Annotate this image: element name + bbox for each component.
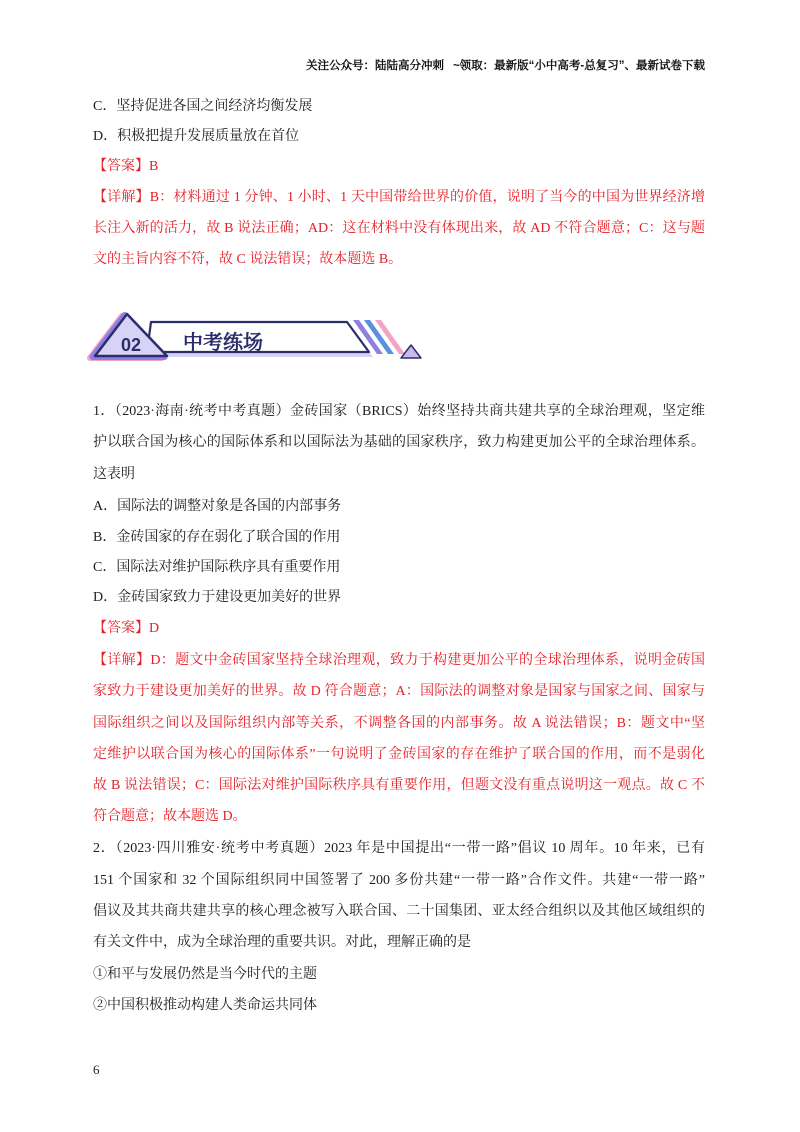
answer-label: 【答案】B: [93, 159, 159, 174]
question-stem-line: 倡议及其共商共建共享的核心理念被写入联合国、二十国集团、亚太经合组织以及其他区域组织的: [93, 904, 705, 919]
explanation-line: 【详解】D：题文中金砖国家坚持全球治理观，致力于构建更加公平的全球治理体系，说明金砖国: [93, 653, 705, 668]
page-header: [306, 57, 705, 75]
explanation-line: 文的主旨内容不符，故 C 说法错误；故本题选 B。: [93, 252, 403, 267]
page-number: 6: [93, 1062, 100, 1077]
header-account: 关注公众号：陆陆高分冲刺: [305, 60, 444, 72]
option-c: C．国际法对维护国际秩序具有重要作用: [93, 560, 341, 575]
section-number: 02: [120, 335, 142, 355]
banner-triangle: [401, 345, 421, 358]
option-b: B．金砖国家的存在弱化了联合国的作用: [93, 530, 341, 545]
explanation-line: 【详解】B：材料通过 1 分钟、1 小时、1 天中国带给世界的价值，说明了当今的中国为世界经济增: [93, 190, 705, 205]
explanation-line: 定维护以联合国为核心的国际体系”一句说明了金砖国家的存在维护了联合国的作用，而不是弱化: [93, 747, 705, 762]
statement-2: ②中国积极推动构建人类命运共同体: [93, 998, 317, 1013]
option-d: D．金砖国家致力于建设更加美好的世界: [93, 590, 342, 605]
section-banner: [85, 305, 430, 365]
question-stem-line: 1．（2023·海南·统考中考真题）金砖国家（BRICS）始终坚持共商共建共享的全球治理观，坚定维: [93, 404, 705, 419]
question-stem-line: 有关文件中，成为全球治理的重要共识。对此，理解正确的是: [93, 935, 471, 950]
explanation-line: 长注入新的活力，故 B 说法正确；AD：这在材料中没有体现出来，故 AD 不符合题意；C：这与题: [93, 221, 705, 236]
explanation-line: 国际组织之间以及国际组织内部等关系，不调整各国的内部事务。故 A 说法错误；B：题文中“坚: [93, 716, 705, 731]
question-stem-line: 这表明: [93, 467, 135, 482]
explanation-line: 故 B 说法错误；C：国际法对维护国际秩序具有重要作用，但题文没有重点说明这一观点。故 C 不: [93, 778, 705, 793]
statement-1: ①和平与发展仍然是当今时代的主题: [93, 967, 317, 982]
question-stem-line: 151 个国家和 32 个国际组织同中国签署了 200 多份共建“一带一路”合作文件。共建“一带一路”: [93, 873, 705, 888]
question-stem-line: 护以联合国为核心的国际体系和以国际法为基础的国家秩序，致力构建更加公平的全球治理体系。: [93, 435, 705, 450]
explanation-line: 符合题意；故本题选 D。: [93, 809, 247, 824]
explanation-line: 家致力于建设更加美好的世界。故 D 符合题意；A：国际法的调整对象是国家与国家之间、国家与: [93, 684, 705, 699]
option-d: D．积极把提升发展质量放在首位: [93, 129, 300, 144]
section-title: 中考练场: [183, 332, 263, 354]
option-a: A．国际法的调整对象是各国的内部事务: [93, 499, 342, 514]
question-stem-line: 2．（2023·四川雅安·统考中考真题）2023 年是中国提出“一带一路”倡议 10 周年。10 年来，已有: [93, 841, 705, 856]
answer-label: 【答案】D: [93, 621, 160, 636]
option-c: C．坚持促进各国之间经济均衡发展: [93, 99, 313, 114]
header-promo: ~领取：最新版“小中高考-总复习”、最新试卷下载: [452, 60, 705, 72]
